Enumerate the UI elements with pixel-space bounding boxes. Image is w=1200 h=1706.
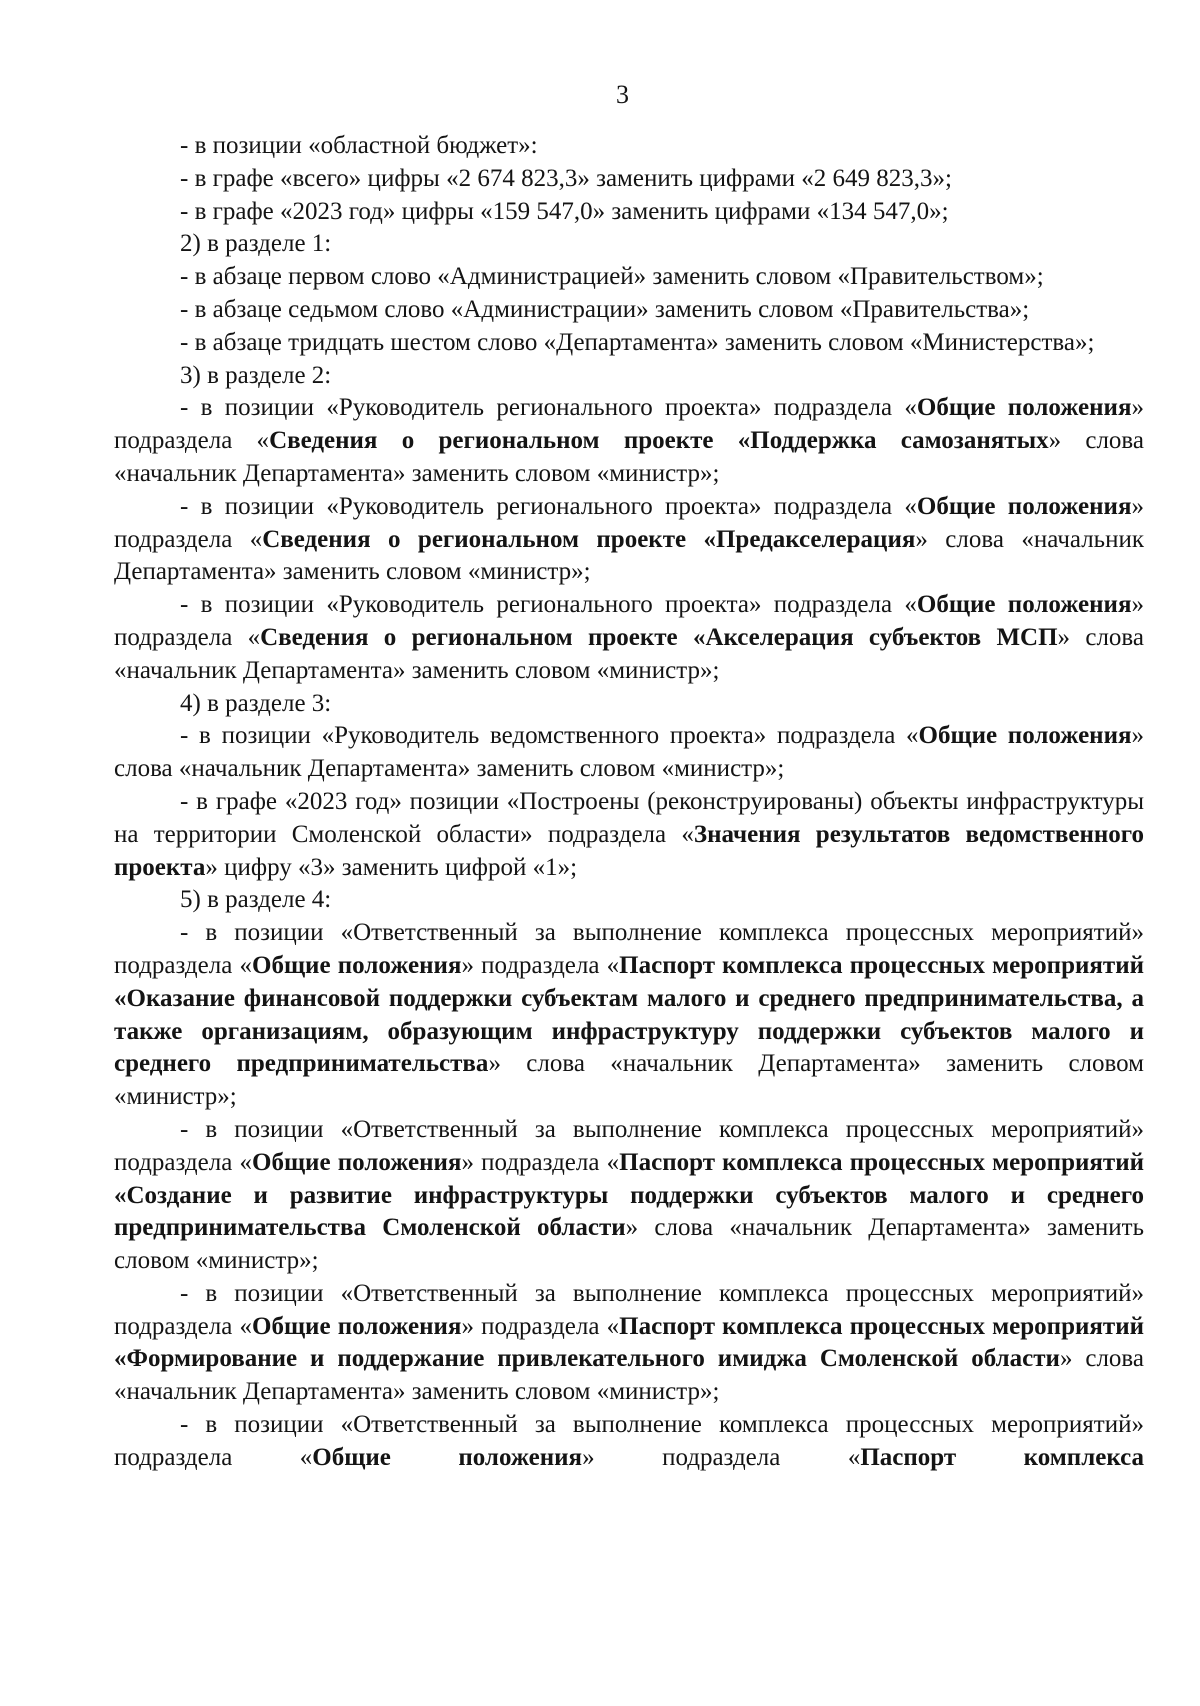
bold-text: Сведения о региональном проекте «Поддержка самозанятых — [269, 427, 1049, 455]
bold-text: Общие положения — [252, 1148, 462, 1176]
text-run: » подраздела « — [114, 394, 1144, 455]
text-run: » подраздела « — [114, 492, 1144, 553]
bold-text: Паспорт комплекса процессных мероприятий «Оказание финансовой поддержки субъектам малого и среднего предпринимательства, а также организациям, образующим инфраструктуру поддержки субъектов малого и среднего предпринимательства — [114, 951, 1144, 1078]
bold-text: Общие положения — [312, 1443, 583, 1471]
text-run: » подраздела « — [461, 1312, 620, 1340]
text-run: - в позиции «Ответственный за выполнение комплекса процессных мероприятий» подраздела « — [114, 1115, 1144, 1176]
text-run: » слова «начальник Департамента» заменить словом «министр»; — [114, 525, 1144, 586]
paragraph — [114, 688, 1144, 721]
paragraph — [114, 491, 1144, 589]
text-run: - в позиции «Ответственный за выполнение комплекса процессных мероприятий» подраздела « — [114, 1279, 1144, 1340]
paragraph — [114, 786, 1144, 884]
paragraph — [114, 130, 1144, 163]
text-run: » слова «начальник Департамента» заменить словом «министр»; — [114, 1214, 1144, 1275]
paragraph — [114, 884, 1144, 917]
document-body — [114, 130, 1144, 1475]
paragraph — [114, 1114, 1144, 1278]
bold-text: Общие положения — [252, 951, 462, 979]
text-run: » подраздела « — [461, 1148, 620, 1176]
paragraph — [114, 294, 1144, 327]
text-run: » подраздела « — [461, 951, 620, 979]
bold-text: Значения результатов ведомственного проекта — [114, 820, 1144, 881]
text-run: - в графе «2023 год» цифры «159 547,0» заменить цифрами «134 547,0»; — [180, 197, 949, 225]
text-run: - в позиции «Руководитель регионального проекта» подраздела « — [180, 394, 917, 422]
text-run: » слова «начальник Департамента» заменить словом «министр»; — [114, 623, 1144, 684]
text-run: 4) в разделе 3: — [180, 689, 332, 717]
paragraph — [114, 196, 1144, 229]
paragraph — [114, 360, 1144, 393]
text-run: - в позиции «Ответственный за выполнение комплекса процессных мероприятий» подраздела « — [114, 919, 1144, 979]
text-run: » слова «начальник Департамента» заменить словом «министр»; — [114, 427, 1144, 487]
paragraph — [114, 720, 1144, 786]
text-run: - в позиции «Руководитель регионального проекта» подраздела « — [180, 591, 917, 619]
paragraph — [114, 261, 1144, 294]
text-run: - в позиции «Руководитель ведомственного проекта» подраздела « — [180, 722, 919, 750]
text-run: - в позиции «Руководитель регионального проекта» подраздела « — [180, 492, 917, 520]
text-run: - в графе «2023 год» позиции «Построены (реконструированы) объекты инфраструктуры на территории Смоленской области» подраздела « — [114, 787, 1144, 848]
text-run: - в абзаце тридцать шестом слово «Департамента» заменить словом «Министерства»; — [180, 328, 1095, 356]
bold-text: Паспорт комплекса процессных мероприятий «Создание и развитие инфраструктуры поддержки субъектов малого и среднего предпринимательства Смоленской области — [114, 1148, 1144, 1242]
bold-text: Общие положения — [918, 722, 1132, 750]
text-run: 3) в разделе 2: — [180, 361, 332, 389]
paragraph — [114, 163, 1144, 196]
text-run: - в позиции «Ответственный за выполнение комплекса процессных мероприятий» подраздела « — [114, 1411, 1144, 1471]
bold-text: Паспорт комплекса — [860, 1443, 1144, 1471]
text-run: 2) в разделе 1: — [180, 230, 332, 258]
text-run: » слова «начальник Департамента» заменить словом «министр»; — [114, 1345, 1144, 1406]
text-run: » подраздела « — [114, 591, 1144, 651]
text-run: - в абзаце первом слово «Администрацией» заменить словом «Правительством»; — [180, 263, 1044, 291]
paragraph — [114, 589, 1144, 687]
text-run: » цифру «3» заменить цифрой «1»; — [205, 853, 578, 881]
paragraph — [114, 327, 1144, 360]
paragraph — [114, 917, 1144, 1114]
bold-text: Паспорт комплекса процессных мероприятий «Формирование и поддержание привлекательного имиджа Смоленской области — [114, 1312, 1144, 1373]
bold-text: Сведения о региональном проекте «Акселерация субъектов МСП — [260, 623, 1058, 651]
text-run: 5) в разделе 4: — [180, 886, 332, 914]
page-number: 3 — [616, 80, 629, 109]
text-run: » слова «начальник Департамента» заменить словом «министр»; — [114, 722, 1144, 783]
text-run: - в позиции «областной бюджет»: — [180, 132, 538, 159]
bold-text: Общие положения — [916, 591, 1132, 619]
text-run: - в графе «всего» цифры «2 674 823,3» заменить цифрами «2 649 823,3»; — [180, 164, 952, 192]
bold-text: Сведения о региональном проекте «Предакселерация — [262, 525, 916, 553]
paragraph — [114, 228, 1144, 261]
text-run: » слова «начальник Департамента» заменить словом «министр»; — [114, 1050, 1144, 1111]
text-run: - в абзаце седьмом слово «Администрации» заменить словом «Правительства»; — [180, 295, 1030, 323]
paragraph — [114, 1409, 1144, 1475]
paragraph — [114, 1278, 1144, 1409]
paragraph — [114, 392, 1144, 490]
bold-text: Общие положения — [916, 492, 1132, 520]
bold-text: Общие положения — [252, 1312, 462, 1340]
text-run: » подраздела « — [582, 1443, 861, 1471]
bold-text: Общие положения — [916, 394, 1132, 422]
